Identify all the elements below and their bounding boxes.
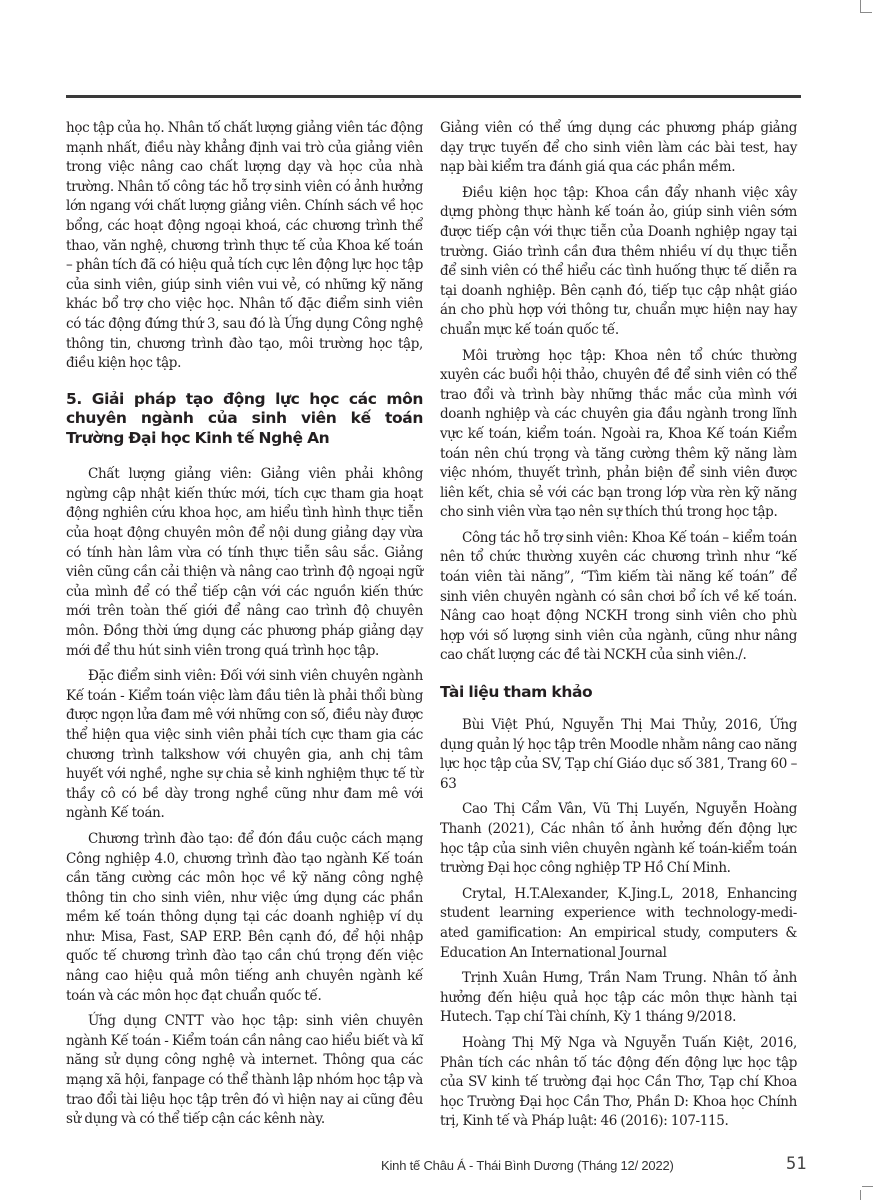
paragraph-lecturer-quality: Chất lượng giảng viên: Giảng viên phải không ngừng cập nhật kiến thức mới, tích cực tham gia hoạt động nghiên cứu khoa học, am hiểu tình hình thực tiễn của hoạt động chuyên môn để nội dung giảng dạy vừa có tính hàn lâm vừa có tính thực tiễn sâu sắc. Giảng viên cũng cần cải thiện và nâng cao trình độ ngoại ngữ của mình để có thể tiếp cận với các nguồn kiến thức mới trên toàn thế giới để nâng cao trình độ chuyên môn. Đồng thời ứng dụng các phương pháp giảng dạy mới để thu hút sinh viên trong quá trình học tập. [66,466,423,659]
crop-mark-bottom [860,1190,861,1200]
reference-item: Crytal, H.T.Alexander, K.Jing.L, 2018, Enhancing student learning experience with technology-medi-ated gamification: An empirical study, computers & Education An International Journal [440,885,797,961]
paragraph-learning-environment: Môi trường học tập: Khoa nên tổ chức thường xuyên các buổi hội thảo, chuyên đề để sinh viên có thể trao đổi và trình bày những thắc mắc của mình với doanh nghiệp và các chuyên gia đầu ngành trong lĩnh vực kế toán, kiểm toán. Ngoài ra, Khoa Kế toán Kiểm toán nên chú trọng và tăng cường thêm kỹ năng làm việc nhóm, thuyết trình, phản biện để sinh viên được liên kết, chia sẻ với các bạn trong lớp vừa rèn kỹ năng cho sinh viên vừa tạo nên sự thích thú trong học tập. [440,347,797,521]
journal-footer: Kinh tế Châu Á - Thái Bình Dương (Tháng 12/ 2022) [381,1158,674,1173]
crop-mark-bottom [862,1186,873,1187]
reference-item: Cao Thị Cẩm Vân, Vũ Thị Luyến, Nguyễn Hoàng Thanh (2021), Các nhân tố ảnh hưởng đến động lực học tập của sinh viên chuyên ngành kế toán-kiểm toán trường Đại học công nghiệp TP Hồ Chí Minh. [440,801,797,877]
reference-item: Bùi Việt Phú, Nguyễn Thị Mai Thủy, 2016, Ứng dụng quản lý học tập trên Moodle nhằm nâng cao năng lực học tập của SV, Tạp chí Giáo dục số 381, Trang 60 – 63 [440,717,797,792]
paragraph-training-program: Chương trình đào tạo: để đón đầu cuộc cách mạng Công nghiệp 4.0, chương trình đào tạo ngành Kế toán cần tăng cường các môn học về kỹ năng công nghệ thông tin cho sinh viên, như việc ứng dụng các phần mềm kế toán thông dụng tại các doanh nghiệp ví dụ như: Misa, Fast, SAP ERP. Bên cạnh đó, để hội nhập quốc tế chương trình đào tạo cần chú trọng đến việc nâng cao hiệu quả môn tiếng anh chuyên ngành kế toán và các môn học đạt chuẩn quốc tế. [66,830,423,1004]
continuation-paragraph: Giảng viên có thể ứng dụng các phương pháp giảng dạy trực tuyến để cho sinh viên làm các bài test, hay nạp bài kiểm tra đánh giá qua các phần mềm. [440,120,797,176]
header-rule [66,95,801,98]
section-heading: 5. Giải pháp tạo động lực học các môn chuyên ngành của sinh viên kế toán Trường Đại học Kinh tế Nghệ An [66,389,423,447]
crop-mark-top [860,12,872,13]
crop-mark-top [860,0,861,12]
paragraph-student-support: Công tác hỗ trợ sinh viên: Khoa Kế toán – kiểm toán nên tổ chức thường xuyên các chương trình như “kế toán viên tài năng”, “Tìm kiếm tài năng kế toán” để sinh viên chuyên ngành có sân chơi bổ ích về kế toán. Nâng cao hoạt động NCKH trong sinh viên cho phù hợp với số lượng sinh viên của ngành, cũng như nâng cao chất lượng các đề tài NCKH của sinh viên./. [440,529,797,664]
reference-item: Trịnh Xuân Hưng, Trần Nam Trung. Nhân tố ảnh hưởng đến hiệu quả học tập các môn thực hành tại Hutech. Tạp chí Tài chính, Kỳ 1 tháng 9/2018. [440,970,797,1026]
paragraph-learning-conditions: Điều kiện học tập: Khoa cần đẩy nhanh việc xây dựng phòng thực hành kế toán ảo, giúp sinh viên sớm được tiếp cận với thực tiễn của Doanh nghiệp ngay tại trường. Giáo trình cần đưa thêm nhiều ví dụ thực tiễn để sinh viên có thể hiểu các tình huống thực tế diễn ra tại doanh nghiệp. Bên cạnh đó, tiếp tục cập nhật giáo án cho phù hợp với thông tư, chuẩn mực hiện nay hay chuẩn mực kế toán quốc tế. [440,184,797,338]
reference-item: Hoàng Thị Mỹ Nga và Nguyễn Tuấn Kiệt, 2016, Phân tích các nhân tố tác động đến động lực học tập của SV kinh tế trường đại học Cần Thơ, Tạp chí Khoa học Trường Đại học Cần Thơ, Phần D: Khoa học Chính trị, Kinh tế và Pháp luật: 46 (2016): 107-115. [440,1034,797,1130]
intro-paragraph: học tập của họ. Nhân tố chất lượng giảng viên tác động mạnh nhất, điều này khẳng định vai trò của giảng viên trong việc nâng cao chất lượng dạy và học của nhà trường. Nhân tố công tác hỗ trợ sinh viên có ảnh hưởng lớn ngang với chất lượng giảng viên. Chính sách về học bổng, các hoạt động ngoại khoá, các chương trình thể thao, văn nghệ, chương trình thực tế của Khoa kế toán – phân tích đã có hiệu quả tích cực lên động lực học tập của sinh viên, giúp sinh viên vui vẻ, có những kỹ năng khác bổ trợ cho việc học. Nhân tố đặc điểm sinh viên có tác động đứng thứ 3, sau đó là Ứng dụng Công nghệ thông tin, chương trình đào tạo, môi trường học tập, điều kiện học tập. [66,120,423,372]
left-column [66,119,423,1136]
right-column [440,119,797,1138]
paragraph-it-application: Ứng dụng CNTT vào học tập: sinh viên chuyên ngành Kế toán - Kiểm toán cần nâng cao hiểu biết và kĩ năng sử dụng công nghệ và internet. Thông qua các mạng xã hội, fanpage có thể thành lập nhóm học tập và trao đổi tài liệu học tập trên đó vì hiện nay ai cũng đêu sử dụng và có thể tiếp cận các kênh này. [66,1013,423,1128]
references-heading: Tài liệu tham khảo [440,683,593,702]
page-number: 51 [786,1154,807,1174]
paragraph-student-characteristics: Đặc điểm sinh viên: Đối với sinh viên chuyên ngành Kế toán - Kiểm toán việc làm đầu tiên là phải thổi bùng được ngọn lửa đam mê với những con số, điều này được thể hiện qua việc sinh viên phải tích cực tham gia các chương trình talkshow với chuyên gia, anh chị tâm huyết với nghề, nghe sự chia sẻ kinh nghiệm thực tế từ thầy cô có bề dày trong nghề cũng như đam mê với ngành Kế toán. [66,668,423,822]
